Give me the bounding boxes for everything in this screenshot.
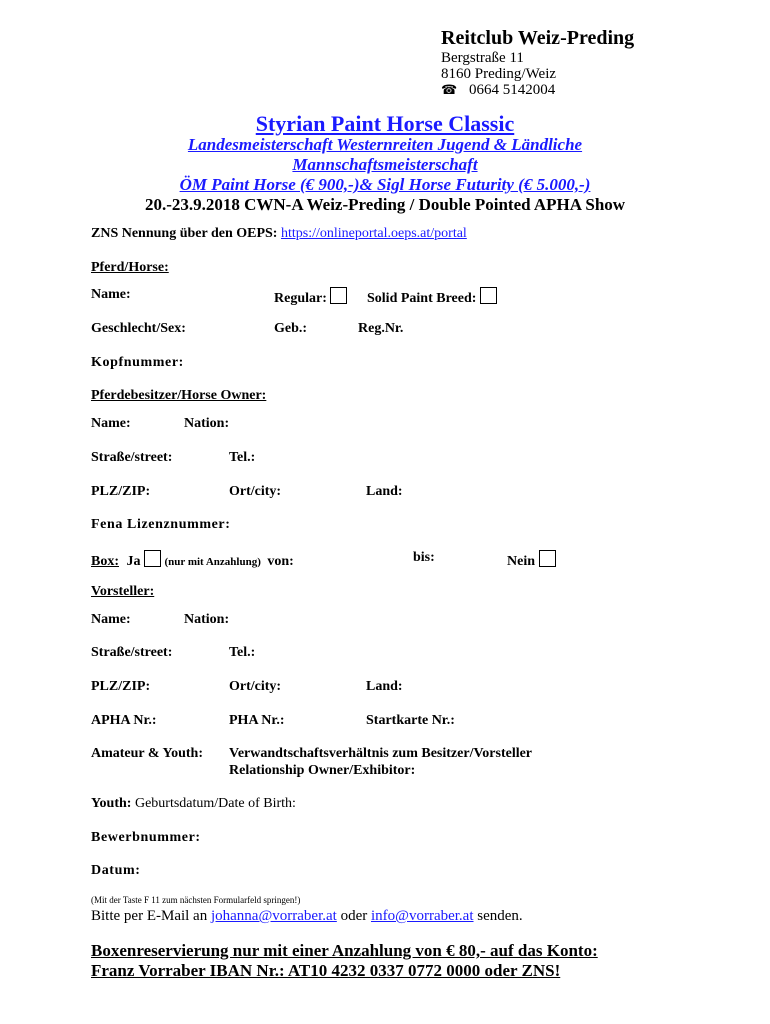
box-note: (nur mit Anzahlung): [164, 556, 261, 568]
fena-label: Fena Lizenznummer:: [91, 517, 231, 532]
rider-name-label: Name:: [91, 612, 131, 627]
amateur-label: Amateur & Youth:: [91, 746, 203, 761]
email-line: [91, 908, 523, 925]
owner-zip-label: PLZ/ZIP:: [91, 484, 151, 499]
rider-pha-label: PHA Nr.:: [229, 713, 285, 728]
box-row: [91, 550, 294, 570]
email-prefix: Bitte per E-Mail an: [91, 908, 208, 924]
solid-field: [367, 287, 497, 307]
event-title: Styrian Paint Horse Classic: [255, 111, 515, 136]
kopfnummer-label: Kopfnummer:: [91, 355, 184, 370]
hint-text: (Mit der Taste F 11 zum nächsten Formularfeld springen!): [91, 895, 301, 905]
owner-nation-label: Nation:: [184, 416, 230, 431]
event-subtitle-3: ÖM Paint Horse (€ 900,-)& Sigl Horse Futurity (€ 5.000,-): [179, 175, 591, 194]
bewerbnummer-label: Bewerbnummer:: [91, 830, 201, 845]
club-phone-line: [441, 82, 555, 99]
zns-line: [91, 226, 467, 242]
horse-name-label: Name:: [91, 287, 131, 302]
event-dates: 20.-23.9.2018 CWN-A Weiz-Preding / Double Pointed APHA Show: [144, 195, 626, 214]
box-label: Box:: [91, 554, 119, 569]
box-von-label: von:: [267, 554, 294, 569]
owner-city-label: Ort/city:: [229, 484, 282, 499]
horse-regnr-label: Reg.Nr.: [358, 321, 404, 336]
box-ja-checkbox[interactable]: [144, 550, 161, 567]
datum-label: Datum:: [91, 863, 141, 878]
rider-city-label: Ort/city:: [229, 679, 282, 694]
box-ja-label: Ja: [126, 554, 141, 569]
regular-label: Regular:: [274, 291, 327, 306]
solid-label: Solid Paint Breed:: [367, 291, 477, 306]
footer-line-2: Franz Vorraber IBAN Nr.: AT10 4232 0337 0772 0000 oder ZNS!: [91, 961, 561, 980]
rider-startkarte-label: Startkarte Nr.:: [366, 713, 455, 728]
rider-zip-label: PLZ/ZIP:: [91, 679, 151, 694]
rider-tel-label: Tel.:: [229, 645, 256, 660]
club-street: Bergstraße 11: [441, 50, 524, 66]
horse-sex-label: Geschlecht/Sex:: [91, 321, 186, 336]
amateur-line-2: Relationship Owner/Exhibitor:: [229, 763, 416, 778]
horse-geb-label: Geb.:: [274, 321, 308, 336]
zns-link[interactable]: https://onlineportal.oeps.at/portal: [280, 226, 467, 241]
box-bis-label: bis:: [413, 550, 435, 565]
horse-heading: Pferd/Horse:: [91, 260, 169, 275]
owner-heading: Pferdebesitzer/Horse Owner:: [91, 388, 267, 403]
footer-line-1: Boxenreservierung nur mit einer Anzahlung von € 80,- auf das Konto:: [91, 941, 598, 960]
email-mid: oder: [340, 908, 368, 924]
box-nein-field: [507, 550, 556, 570]
zns-label: ZNS Nennung über den OEPS:: [91, 226, 278, 241]
youth-row: [91, 796, 296, 812]
owner-street-label: Straße/street:: [91, 450, 173, 465]
owner-land-label: Land:: [366, 484, 403, 499]
box-nein-label: Nein: [507, 554, 535, 569]
owner-name-label: Name:: [91, 416, 131, 431]
youth-label: Youth:: [91, 796, 132, 811]
rider-nation-label: Nation:: [184, 612, 230, 627]
club-name: Reitclub Weiz-Preding: [441, 27, 635, 49]
owner-tel-label: Tel.:: [229, 450, 256, 465]
event-subtitle-2: Mannschaftsmeisterschaft: [292, 155, 478, 174]
rider-street-label: Straße/street:: [91, 645, 173, 660]
solid-paint-checkbox[interactable]: [480, 287, 497, 304]
regular-checkbox[interactable]: [330, 287, 347, 304]
box-nein-checkbox[interactable]: [539, 550, 556, 567]
regular-field: [274, 287, 347, 307]
telephone-icon: ☎: [441, 83, 458, 98]
event-subtitle-1: Landesmeisterschaft Westernreiten Jugend & Ländliche: [187, 135, 583, 154]
youth-text: Geburtsdatum/Date of Birth:: [134, 796, 296, 811]
rider-heading: Vorsteller:: [91, 584, 155, 599]
email-suffix: senden.: [477, 908, 523, 924]
rider-land-label: Land:: [366, 679, 403, 694]
email-link-info[interactable]: info@vorraber.at: [370, 908, 474, 924]
club-city: 8160 Preding/Weiz: [441, 66, 557, 82]
club-phone: 0664 5142004: [468, 82, 556, 98]
rider-apha-label: APHA Nr.:: [91, 713, 157, 728]
email-link-johanna[interactable]: johanna@vorraber.at: [210, 908, 337, 924]
amateur-line-1: Verwandtschaftsverhältnis zum Besitzer/Vorsteller: [229, 746, 533, 761]
